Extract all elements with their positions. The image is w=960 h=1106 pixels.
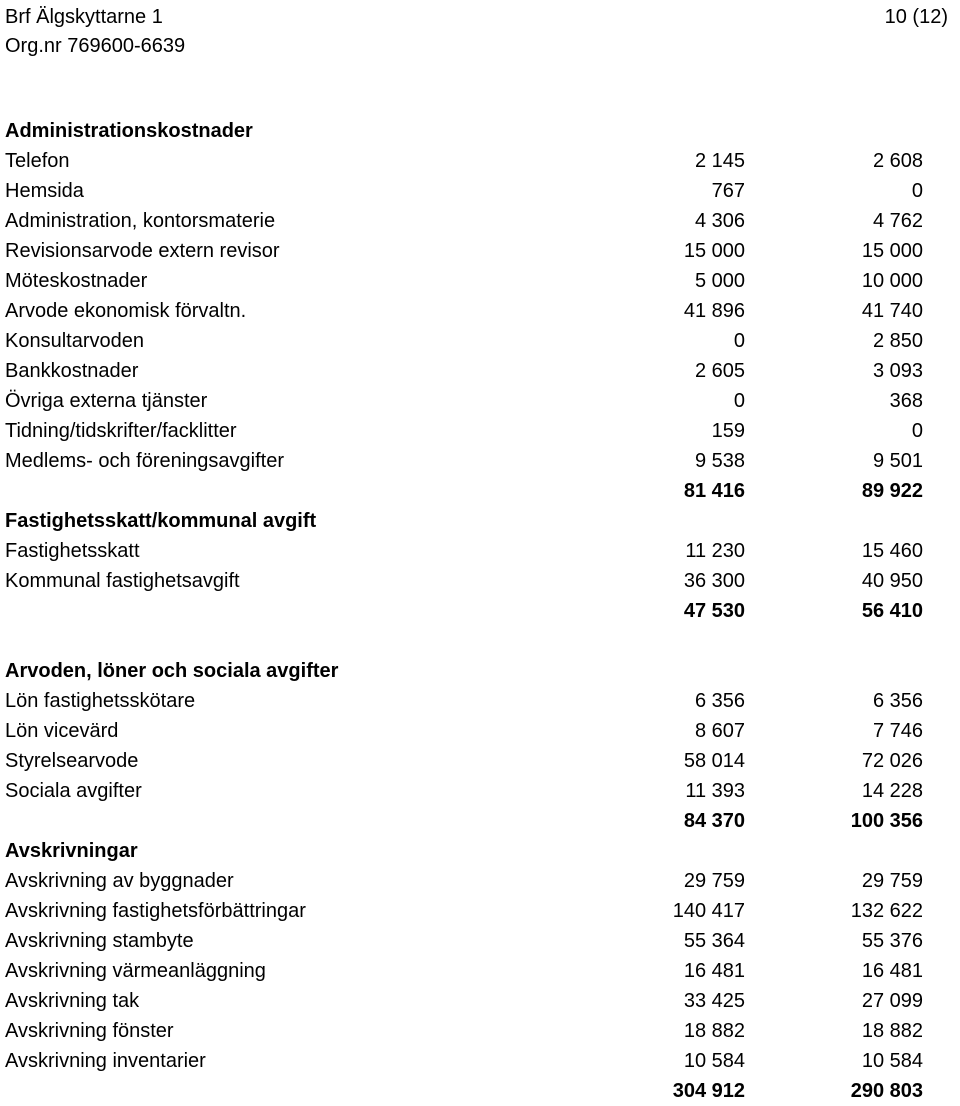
subtotal-row [0, 1076, 960, 1106]
table-row [0, 716, 960, 746]
value-current-year: 11 230 [685, 540, 745, 562]
subtotal-current-year: 81 416 [683, 480, 745, 502]
section-heading: Administrationskostnader [5, 120, 253, 142]
org-number: Org.nr 769600-6639 [5, 35, 186, 57]
cost-table [0, 116, 960, 1106]
row-label: Avskrivning tak [5, 990, 140, 1012]
row-label: Avskrivning fastighetsförbättringar [5, 900, 306, 922]
table-row [0, 1016, 960, 1046]
subtotal-row [0, 596, 960, 626]
subtotal-current-year: 304 912 [672, 1080, 745, 1102]
table-row [0, 296, 960, 326]
value-previous-year: 7 746 [872, 720, 923, 742]
table-row [0, 566, 960, 596]
row-label: Administration, kontorsmaterie [5, 210, 276, 232]
table-row [0, 956, 960, 986]
value-current-year: 6 356 [694, 690, 745, 712]
table-row [0, 1046, 960, 1076]
table-row [0, 386, 960, 416]
row-label: Telefon [5, 150, 70, 172]
table-row [0, 146, 960, 176]
value-previous-year: 29 759 [861, 870, 923, 892]
value-previous-year: 4 762 [872, 210, 923, 232]
subtotal-row [0, 476, 960, 506]
value-previous-year: 10 000 [861, 270, 923, 292]
subtotal-row [0, 806, 960, 836]
section-heading-row [0, 656, 960, 686]
table-row [0, 746, 960, 776]
value-previous-year: 132 622 [850, 900, 923, 922]
value-current-year: 36 300 [683, 570, 745, 592]
value-current-year: 4 306 [694, 210, 745, 232]
value-previous-year: 40 950 [861, 570, 923, 592]
section-heading-row [0, 836, 960, 866]
row-label: Övriga externa tjänster [5, 390, 208, 412]
value-previous-year: 16 481 [861, 960, 923, 982]
value-previous-year: 368 [889, 390, 923, 412]
value-previous-year: 2 850 [872, 330, 923, 352]
value-current-year: 159 [711, 420, 745, 442]
table-row [0, 896, 960, 926]
row-label: Medlems- och föreningsavgifter [5, 450, 285, 472]
value-current-year: 10 584 [683, 1050, 745, 1072]
row-label: Hemsida [5, 180, 84, 202]
section-heading: Avskrivningar [5, 840, 138, 862]
value-current-year: 33 425 [683, 990, 745, 1012]
value-current-year: 16 481 [683, 960, 745, 982]
row-label: Avskrivning fönster [5, 1020, 174, 1042]
table-row [0, 776, 960, 806]
value-current-year: 11 393 [685, 780, 745, 802]
table-row [0, 356, 960, 386]
table-row [0, 446, 960, 476]
value-previous-year: 15 460 [861, 540, 923, 562]
association-name: Brf Älgskyttarne 1 [5, 6, 163, 28]
row-label: Fastighetsskatt [5, 540, 140, 562]
table-row [0, 176, 960, 206]
value-previous-year: 2 608 [872, 150, 923, 172]
subtotal-previous-year: 56 410 [861, 600, 923, 622]
row-label: Sociala avgifter [5, 780, 142, 802]
row-label: Konsultarvoden [5, 330, 144, 352]
value-previous-year: 9 501 [872, 450, 923, 472]
subtotal-current-year: 47 530 [683, 600, 745, 622]
value-previous-year: 41 740 [861, 300, 923, 322]
value-current-year: 8 607 [694, 720, 745, 742]
value-previous-year: 15 000 [861, 240, 923, 262]
table-row [0, 416, 960, 446]
subtotal-previous-year: 290 803 [850, 1080, 923, 1102]
value-current-year: 9 538 [694, 450, 745, 472]
value-previous-year: 6 356 [872, 690, 923, 712]
value-current-year: 767 [711, 180, 745, 202]
row-label: Avskrivning stambyte [5, 930, 194, 952]
row-label: Avskrivning av byggnader [5, 870, 234, 892]
row-label: Möteskostnader [5, 270, 148, 292]
table-row [0, 326, 960, 356]
section-heading: Arvoden, löner och sociala avgifter [5, 660, 339, 682]
value-current-year: 5 000 [694, 270, 745, 292]
table-row [0, 236, 960, 266]
section-heading: Fastighetsskatt/kommunal avgift [5, 510, 317, 532]
value-current-year: 2 145 [694, 150, 745, 172]
value-previous-year: 27 099 [861, 990, 923, 1012]
row-label: Kommunal fastighetsavgift [5, 570, 240, 592]
value-previous-year: 0 [911, 180, 923, 202]
table-row [0, 926, 960, 956]
subtotal-previous-year: 89 922 [861, 480, 923, 502]
value-current-year: 140 417 [672, 900, 745, 922]
table-row [0, 536, 960, 566]
value-current-year: 18 882 [683, 1020, 745, 1042]
table-row [0, 206, 960, 236]
row-label: Arvode ekonomisk förvaltn. [5, 300, 247, 322]
row-label: Lön fastighetsskötare [5, 690, 196, 712]
value-current-year: 55 364 [683, 930, 745, 952]
spacer-row [0, 626, 960, 656]
table-row [0, 686, 960, 716]
value-current-year: 0 [733, 330, 745, 352]
value-previous-year: 0 [911, 420, 923, 442]
subtotal-current-year: 84 370 [683, 810, 745, 832]
page-number: 10 (12) [884, 6, 948, 28]
row-label: Revisionsarvode extern revisor [5, 240, 280, 262]
row-label: Avskrivning värmeanläggning [5, 960, 266, 982]
row-label: Lön vicevärd [5, 720, 119, 742]
subtotal-previous-year: 100 356 [850, 810, 923, 832]
table-row [0, 866, 960, 896]
value-previous-year: 72 026 [861, 750, 923, 772]
value-current-year: 58 014 [683, 750, 745, 772]
value-previous-year: 10 584 [861, 1050, 923, 1072]
row-label: Styrelsearvode [5, 750, 139, 772]
value-previous-year: 14 228 [861, 780, 923, 802]
value-current-year: 15 000 [683, 240, 745, 262]
value-current-year: 2 605 [694, 360, 745, 382]
section-heading-row [0, 506, 960, 536]
value-previous-year: 18 882 [861, 1020, 923, 1042]
table-row [0, 266, 960, 296]
row-label: Tidning/tidskrifter/facklitter [5, 420, 237, 442]
row-label: Bankkostnader [5, 360, 139, 382]
value-previous-year: 3 093 [872, 360, 923, 382]
value-current-year: 41 896 [683, 300, 745, 322]
value-previous-year: 55 376 [861, 930, 923, 952]
table-row [0, 986, 960, 1016]
value-current-year: 0 [733, 390, 745, 412]
value-current-year: 29 759 [683, 870, 745, 892]
row-label: Avskrivning inventarier [5, 1050, 206, 1072]
section-heading-row [0, 116, 960, 146]
